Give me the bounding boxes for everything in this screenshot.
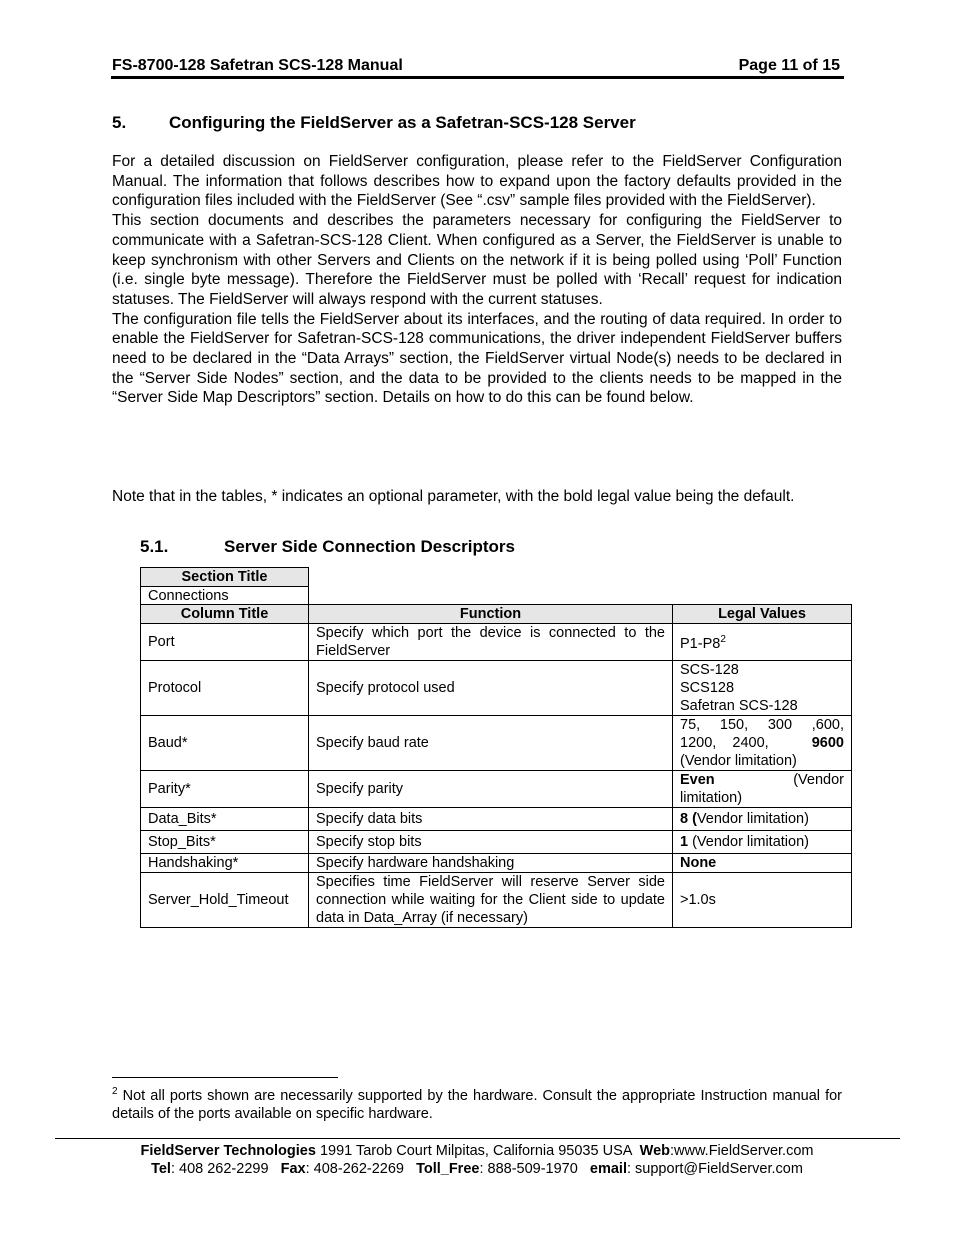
cell-function: Specify hardware handshaking: [309, 854, 673, 873]
column-header-legal: Legal Values: [673, 605, 852, 624]
footer-line-2: [0, 1161, 954, 1177]
cell-legal: >1.0s: [673, 873, 852, 928]
cell-legal: [673, 716, 852, 771]
cell-function: Specifies time FieldServer will reserve Server side connection while waiting for the Client side to update data in Data_Array (if necessary): [309, 873, 673, 928]
footer-email-label: email: [589, 1161, 627, 1177]
cell-function: Specify baud rate: [309, 716, 673, 771]
column-header-title: Column Title: [141, 605, 309, 624]
legal-value: SCS128: [680, 680, 735, 696]
legal-value: P1-P8: [680, 635, 721, 652]
paragraph-intro: For a detailed discussion on FieldServer configuration, please refer to the FieldServer Configuration Manual. The information that follows describes how to expand upon the factory defaults provided in the configuration files included with the FieldServer (See “.csv” sample files provided with the FieldServer).: [112, 153, 842, 210]
table-row: [141, 716, 852, 771]
section-5-body: [112, 152, 842, 408]
cell-legal: [673, 808, 852, 831]
legal-default: 9600: [811, 735, 844, 751]
cell-legal: [673, 771, 852, 808]
footnote: [112, 1083, 842, 1123]
footer-web-label: Web: [639, 1143, 671, 1159]
legal-value: Safetran SCS-128: [680, 698, 798, 714]
legal-value: (Vendor limitation): [680, 753, 797, 769]
section-title-header: Section Title: [141, 568, 309, 587]
table-row: [141, 771, 852, 808]
footnote-divider: [112, 1077, 338, 1078]
table-row: [141, 831, 852, 854]
cell-function: Specify parity: [309, 771, 673, 808]
section-5-1-title: Server Side Connection Descriptors: [224, 537, 515, 556]
footer-address: 1991 Tarob Court Milpitas, California 95035 USA: [315, 1143, 640, 1159]
legal-value: (Vendor: [793, 772, 844, 788]
connection-descriptors-table: [140, 604, 852, 928]
cell-title: Server_Hold_Timeout: [141, 873, 309, 928]
header-title: FS-8700-128 Safetran SCS-128 Manual: [112, 57, 403, 74]
footnote-ref: 2: [720, 634, 726, 646]
cell-title: Baud*: [141, 716, 309, 771]
section-5-title: Configuring the FieldServer as a Safetran-SCS-128 Server: [169, 113, 636, 132]
footer-company: FieldServer Technologies: [140, 1143, 316, 1159]
paragraph-config-file: The configuration file tells the FieldServer about its interfaces, and the routing of data required. In order to enable the FieldServer for Safetran-SCS-128 communications, the driver independent FieldServer buffers need to be declared in the “Data Arrays” section, the FieldServer virtual Node(s) needs to be declared in the “Server Side Nodes” section, and the data to be provided to the clients needs to be mapped in the “Server Side Map Descriptors” section. Details on how to do this can be found below.: [112, 310, 842, 407]
legal-value: (Vendor limitation): [688, 834, 809, 850]
footer-line-1: [0, 1143, 954, 1159]
section-title-table: [140, 567, 309, 606]
cell-title: Protocol: [141, 661, 309, 716]
header-page-number: Page 11 of 15: [738, 57, 840, 74]
footer-fax-label: Fax: [280, 1161, 306, 1177]
cell-title: Port: [141, 624, 309, 661]
footer-web-link[interactable]: :www.FieldServer.com: [670, 1143, 814, 1159]
table-row: [141, 661, 852, 716]
footer-fax: : 408-262-2269: [305, 1161, 417, 1177]
legal-default: None: [680, 855, 717, 871]
footer-divider: [55, 1138, 900, 1139]
section-5-1-number: 5.1.: [140, 537, 169, 556]
column-header-function: Function: [309, 605, 673, 624]
table-row: [141, 873, 852, 928]
paragraph-note: Note that in the tables, * indicates an optional parameter, with the bold legal value being the default.: [112, 488, 795, 505]
table-row: [141, 854, 852, 873]
cell-title: Handshaking*: [141, 854, 309, 873]
footer-tollfree: : 888-509-1970: [479, 1161, 590, 1177]
cell-title: Parity*: [141, 771, 309, 808]
footer-tollfree-label: Toll_Free: [416, 1161, 480, 1177]
legal-default: 8 (: [680, 811, 697, 827]
legal-value: Vendor limitation): [696, 811, 809, 827]
legal-value-line: [680, 734, 844, 752]
cell-legal: [673, 624, 852, 661]
legal-value: 1200, 2400,: [680, 735, 769, 751]
footer-tel-label: Tel: [151, 1161, 171, 1177]
table-row: [141, 808, 852, 831]
cell-legal: [673, 831, 852, 854]
footnote-text: Not all ports shown are necessarily supported by the hardware. Consult the appropriate Instruction manual for details of the ports available on specific hardware.: [112, 1087, 842, 1122]
legal-value: 75, 150, 300 ,600,: [680, 717, 844, 733]
cell-function: Specify protocol used: [309, 661, 673, 716]
footer-email-link[interactable]: : support@FieldServer.com: [627, 1161, 803, 1177]
legal-value: limitation): [680, 790, 743, 806]
legal-default: Even: [680, 772, 715, 788]
section-5-number: 5.: [112, 113, 127, 132]
legal-value-line: [680, 771, 844, 789]
header-divider: [111, 76, 844, 79]
footnote-mark: 2: [112, 1086, 118, 1097]
legal-default: 1: [680, 834, 689, 850]
paragraph-server-config: This section documents and describes the parameters necessary for configuring the FieldServer to communicate with a Safetran-SCS-128 Client. When configured as a Server, the FieldServer is unable to keep synchronism with other Servers and Clients on the network if it is being polled using ‘Poll’ Function (i.e. single byte message). Therefore the FieldServer must be polled with ‘Recall’ request for indication statuses. The FieldServer will always respond with the current statuses.: [112, 212, 842, 308]
footer-tel: : 408 262-2299: [170, 1161, 281, 1177]
cell-title: Data_Bits*: [141, 808, 309, 831]
cell-title: Stop_Bits*: [141, 831, 309, 854]
cell-legal: [673, 661, 852, 716]
table-row: [141, 624, 852, 661]
cell-function: Specify stop bits: [309, 831, 673, 854]
cell-legal: [673, 854, 852, 873]
cell-function: Specify which port the device is connected to the FieldServer: [309, 624, 673, 661]
cell-function: Specify data bits: [309, 808, 673, 831]
legal-value: SCS-128: [680, 662, 739, 678]
section-title-value: Connections: [141, 587, 309, 606]
